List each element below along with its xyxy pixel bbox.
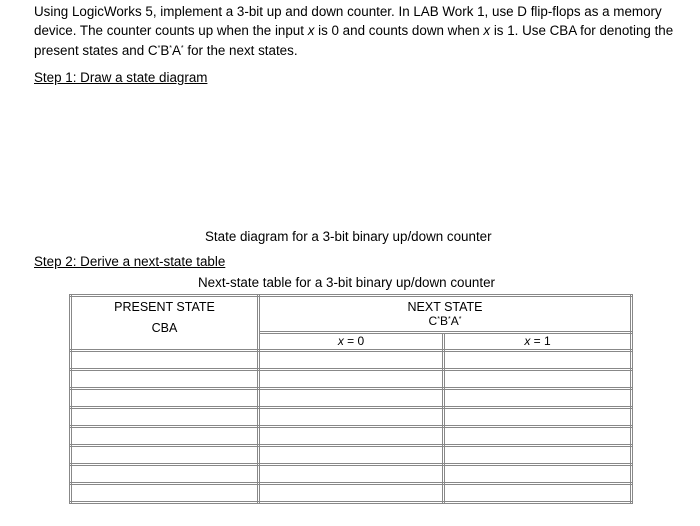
problem-line-3c: A bbox=[171, 43, 181, 58]
table-row bbox=[71, 446, 632, 465]
problem-statement bbox=[34, 3, 674, 61]
next-state-star: * bbox=[157, 45, 161, 52]
present-state-label: PRESENT STATE bbox=[114, 300, 215, 314]
next-state-label: NEXT STATE bbox=[407, 300, 483, 314]
table-row bbox=[71, 351, 632, 370]
input-var-x: x bbox=[307, 22, 315, 38]
table-cell[interactable] bbox=[71, 370, 259, 389]
table-cell[interactable] bbox=[71, 427, 259, 446]
table-cell[interactable] bbox=[259, 408, 444, 427]
problem-line-3a: present states and C bbox=[34, 43, 158, 58]
table-cell[interactable] bbox=[259, 351, 444, 370]
table-body bbox=[71, 351, 632, 503]
present-state-vars: CBA bbox=[151, 321, 178, 335]
present-state-header bbox=[71, 296, 259, 351]
table-header-row bbox=[71, 296, 632, 333]
next-state-table bbox=[69, 294, 633, 504]
table-cell[interactable] bbox=[444, 465, 632, 484]
problem-line-3b: B bbox=[160, 43, 170, 58]
table-cell[interactable] bbox=[259, 465, 444, 484]
table-cell[interactable] bbox=[71, 484, 259, 503]
table-cell[interactable] bbox=[444, 484, 632, 503]
table-cell[interactable] bbox=[444, 370, 632, 389]
next-state-vars: C*B*A* bbox=[428, 314, 462, 328]
table-cell[interactable] bbox=[444, 351, 632, 370]
problem-line-2c: is 1. Use CBA for denoting the bbox=[490, 22, 674, 38]
input-var-x: x bbox=[483, 22, 491, 38]
table-cell[interactable] bbox=[71, 408, 259, 427]
table-cell[interactable] bbox=[259, 484, 444, 503]
x1-column-header: x = 1 bbox=[444, 333, 632, 351]
next-state-star: * bbox=[169, 45, 172, 52]
table-row bbox=[71, 427, 632, 446]
problem-line-2b: is 0 and counts down when bbox=[314, 22, 484, 38]
table-cell[interactable] bbox=[444, 427, 632, 446]
next-state-star: * bbox=[180, 45, 184, 52]
table-row bbox=[71, 370, 632, 389]
table-cell[interactable] bbox=[259, 427, 444, 446]
table-cell[interactable] bbox=[259, 446, 444, 465]
table-cell[interactable] bbox=[444, 389, 632, 408]
table-cell[interactable] bbox=[71, 465, 259, 484]
x0-column-header: x = 0 bbox=[259, 333, 444, 351]
table-cell[interactable] bbox=[259, 389, 444, 408]
next-state-table-caption: Next-state table for a 3-bit binary up/down counter bbox=[198, 275, 495, 290]
table-cell[interactable] bbox=[71, 389, 259, 408]
table-cell[interactable] bbox=[259, 370, 444, 389]
problem-line-2a: device. The counter counts up when the input bbox=[34, 22, 308, 38]
table-row bbox=[71, 408, 632, 427]
table-cell[interactable] bbox=[71, 446, 259, 465]
step1-heading: Step 1: Draw a state diagram bbox=[34, 70, 208, 85]
table-row bbox=[71, 484, 632, 503]
problem-line-1: Using LogicWorks 5, implement a 3-bit up and down counter. In LAB Work 1, use D flip-flops as a memory bbox=[34, 4, 662, 19]
table-cell[interactable] bbox=[71, 351, 259, 370]
table-row bbox=[71, 465, 632, 484]
table-cell[interactable] bbox=[444, 408, 632, 427]
state-diagram-caption: State diagram for a 3-bit binary up/down counter bbox=[205, 229, 492, 244]
problem-line-3d: for the next states. bbox=[183, 43, 298, 58]
next-state-header bbox=[259, 296, 632, 333]
table-cell[interactable] bbox=[444, 446, 632, 465]
table-row bbox=[71, 389, 632, 408]
step2-heading: Step 2: Derive a next-state table bbox=[34, 254, 226, 269]
